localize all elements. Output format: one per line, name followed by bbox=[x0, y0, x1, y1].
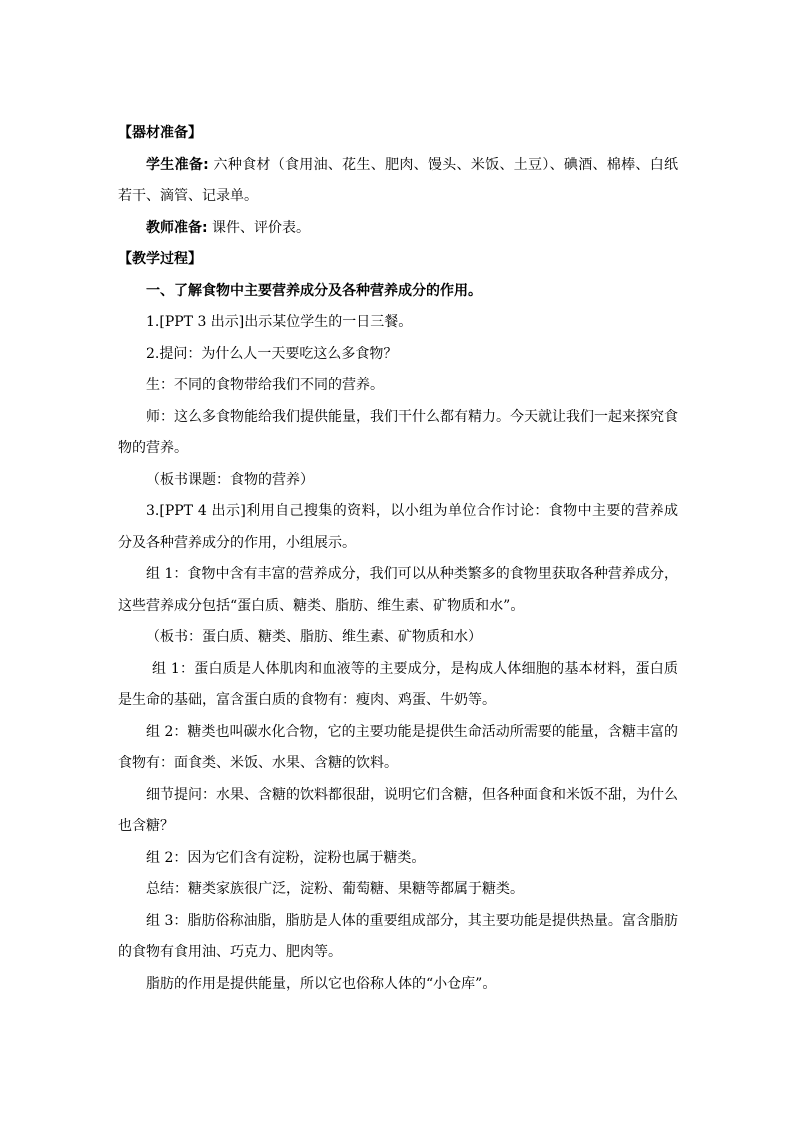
group-2-a: 组 2：糖类也叫碳水化合物，它的主要功能是提供生命活动所需要的能量，含糖丰富的食物有：面食类、米饭、水果、含糖的饮料。 bbox=[118, 723, 678, 771]
process-heading: 【教学过程】 bbox=[118, 251, 202, 267]
teacher-prep-paragraph bbox=[118, 213, 678, 245]
group-1-a: 组 1：食物中含有丰富的营养成分，我们可以从种类繁多的食物里获取各种营养成分，这些营养成分包括“蛋白质、糖类、脂肪、维生素、矿物质和水”。 bbox=[118, 566, 678, 614]
detail-question: 细节提问：水果、含糖的饮料都很甜，说明它们含糖，但各种面食和米饭不甜，为什么也含糖？ bbox=[118, 786, 678, 834]
document-page bbox=[118, 118, 678, 1000]
teacher-say: 师：这么多食物能给我们提供能量，我们干什么都有精力。今天就让我们一起来探究食物的营养。 bbox=[118, 408, 678, 456]
group-3-a: 组 3：脂肪俗称油脂，脂肪是人体的重要组成部分，其主要功能是提供热量。富含脂肪的食物有食用油、巧克力、肥肉等。 bbox=[118, 912, 678, 960]
student-prep-label: 学生准备: bbox=[146, 156, 209, 173]
step-3: 3.[PPT 4 出示]利用自己搜集的资料，以小组为单位合作讨论：食物中主要的营养成分及各种营养成分的作用，小组展示。 bbox=[118, 503, 678, 551]
student-prep-paragraph bbox=[118, 150, 678, 213]
step-2: 2.提问：为什么人一天要吃这么多食物？ bbox=[146, 345, 398, 362]
part1-title: 一、了解食物中主要营养成分及各种营养成分的作用。 bbox=[146, 282, 482, 299]
step-1: 1.[PPT 3 出示]出示某位学生的一日三餐。 bbox=[146, 314, 413, 330]
group-2-b: 组 2：因为它们含有淀粉，淀粉也属于糖类。 bbox=[146, 849, 426, 866]
group-3-b: 脂肪的作用是提供能量，所以它也俗称人体的“小仓库”。 bbox=[146, 975, 497, 992]
materials-heading: 【器材准备】 bbox=[118, 125, 202, 141]
teacher-prep-label: 教师准备: bbox=[146, 219, 208, 236]
summary: 总结：糖类家族很广泛，淀粉、葡萄糖、果糖等都属于糖类。 bbox=[146, 881, 524, 897]
teacher-prep-text: 课件、评价表。 bbox=[207, 219, 311, 236]
board-note-1: （板书课题：食物的营养） bbox=[146, 471, 314, 488]
board-note-2: （板书：蛋白质、糖类、脂肪、维生素、矿物质和水） bbox=[146, 629, 482, 645]
student-prep-text: 六种食材（食用油、花生、肥肉、馒头、米饭、土豆）、碘酒、棉棒、白纸若干、滴管、记录单。 bbox=[118, 156, 678, 204]
student-answer: 生：不同的食物带给我们不同的营养。 bbox=[146, 377, 384, 393]
group-1-b: 组 1：蛋白质是人体肌肉和血液等的主要成分，是构成人体细胞的基本材料，蛋白质是生命的基础，富含蛋白质的食物有：瘦肉、鸡蛋、牛奶等。 bbox=[118, 660, 678, 708]
